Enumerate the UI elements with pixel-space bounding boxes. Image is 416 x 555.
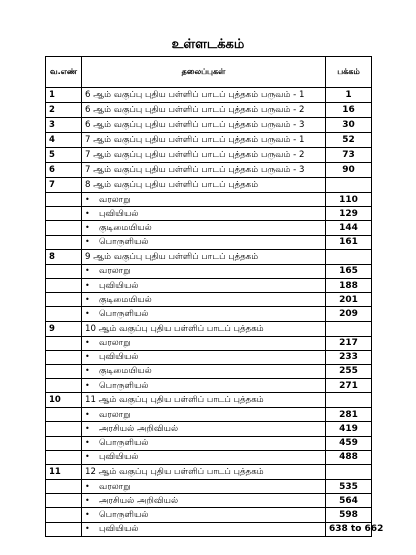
subtopic-cell	[82, 450, 326, 464]
subtopic-title: பொருளியல்	[99, 509, 149, 520]
subtopic-cell	[82, 408, 326, 422]
row-page-number: 129	[326, 207, 372, 221]
subtopic-cell	[82, 336, 326, 350]
bullet-icon: •	[85, 208, 90, 218]
bullet-icon: •	[85, 222, 90, 232]
subtopic-title: குடிமையியல்	[99, 294, 152, 305]
bullet-icon: •	[85, 452, 90, 462]
row-serial-number	[46, 307, 82, 321]
row-serial-number	[46, 221, 82, 235]
row-page-number	[326, 393, 372, 408]
header-serial-number: வ.எண்	[46, 57, 82, 88]
bullet-icon: •	[85, 352, 90, 362]
row-serial-number	[46, 480, 82, 494]
subtopic-title: பொருளியல்	[99, 380, 149, 391]
subtopic-title: வரலாறு	[99, 266, 131, 277]
row-page-number: 188	[326, 278, 372, 292]
bullet-icon: •	[85, 194, 90, 204]
table-body	[46, 88, 384, 537]
row-page-number: 201	[326, 293, 372, 307]
row-page-number: 459	[326, 436, 372, 450]
bullet-icon: •	[85, 424, 90, 434]
header-page: பக்கம்	[326, 57, 372, 88]
row-page-number: 161	[326, 235, 372, 249]
row-serial-number: 5	[46, 148, 82, 163]
subtopic-row	[46, 522, 372, 536]
subtopic-title: வரலாறு	[99, 481, 131, 492]
row-serial-number	[46, 235, 82, 249]
row-serial-number: 3	[46, 118, 82, 133]
row-serial-number	[46, 350, 82, 364]
bullet-icon: •	[85, 380, 90, 390]
subtopic-row	[46, 221, 372, 235]
row-page-number: 73	[326, 148, 372, 163]
row-page-number: 419	[326, 422, 372, 436]
subtopic-row	[46, 278, 372, 292]
row-page-number: 233	[326, 350, 372, 364]
subtopic-cell	[82, 293, 326, 307]
table-row	[46, 133, 372, 148]
subtopic-row	[46, 494, 372, 508]
row-serial-number: 7	[46, 178, 82, 193]
row-serial-number: 4	[46, 133, 82, 148]
subtopic-row	[46, 193, 372, 207]
subtopic-title: குடிமையியல்	[99, 366, 152, 377]
row-title-cell: 7 ஆம் வகுப்பு புதிய பள்ளிப் பாடப் புத்தகம் பருவம் - 3	[82, 163, 326, 178]
row-serial-number	[46, 364, 82, 378]
row-serial-number: 10	[46, 393, 82, 408]
subtopic-row	[46, 450, 372, 464]
bullet-icon: •	[85, 366, 90, 376]
subtopic-title: புவியியல்	[99, 524, 139, 535]
subtopic-cell	[82, 364, 326, 378]
row-page-number: 598	[326, 508, 372, 522]
row-serial-number	[46, 422, 82, 436]
table-row	[46, 249, 372, 264]
row-page-number: 488	[326, 450, 372, 464]
subtopic-title: வரலாறு	[99, 409, 131, 420]
row-serial-number	[46, 436, 82, 450]
bullet-icon: •	[85, 308, 90, 318]
row-serial-number	[46, 508, 82, 522]
subtopic-row	[46, 293, 372, 307]
row-serial-number: 1	[46, 88, 82, 103]
row-page-number: 1	[326, 88, 372, 103]
subtopic-cell	[82, 379, 326, 393]
table-header-row	[46, 57, 372, 88]
row-title-cell: 8 ஆம் வகுப்பு புதிய பள்ளிப் பாடப் புத்தகம்	[82, 178, 326, 193]
subtopic-title: புவியியல்	[99, 280, 139, 291]
row-page-number: 90	[326, 163, 372, 178]
subtopic-cell	[82, 436, 326, 450]
row-serial-number: 8	[46, 249, 82, 264]
row-page-number: 144	[326, 221, 372, 235]
subtopic-title: பொருளியல்	[99, 438, 149, 449]
bullet-icon: •	[85, 294, 90, 304]
row-page-number: 255	[326, 364, 372, 378]
subtopic-row	[46, 207, 372, 221]
subtopic-title: பொருளியல்	[99, 237, 149, 248]
subtopic-cell	[82, 422, 326, 436]
subtopic-row	[46, 422, 372, 436]
row-serial-number: 9	[46, 321, 82, 336]
subtopic-cell	[82, 264, 326, 278]
row-serial-number	[46, 379, 82, 393]
page-title: உள்ளடக்கம்	[171, 37, 245, 52]
row-page-number: 638 to 662	[326, 522, 372, 536]
subtopic-cell	[82, 207, 326, 221]
subtopic-cell	[82, 221, 326, 235]
row-serial-number: 11	[46, 465, 82, 480]
bullet-icon: •	[85, 438, 90, 448]
subtopic-title: அரசியல் அறிவியல்	[99, 424, 179, 435]
header-title: தலைப்புகள்	[82, 57, 326, 88]
row-serial-number	[46, 278, 82, 292]
row-page-number	[326, 321, 372, 336]
bullet-icon: •	[85, 338, 90, 348]
table-row	[46, 393, 372, 408]
subtopic-title: புவியியல்	[99, 452, 139, 463]
subtopic-title: வரலாறு	[99, 194, 131, 205]
row-title-cell: 7 ஆம் வகுப்பு புதிய பள்ளிப் பாடப் புத்தகம் பருவம் - 1	[82, 133, 326, 148]
subtopic-row	[46, 508, 372, 522]
subtopic-title: பொருளியல்	[99, 308, 149, 319]
row-page-number: 209	[326, 307, 372, 321]
subtopic-cell	[82, 350, 326, 364]
row-serial-number	[46, 336, 82, 350]
contents-table	[45, 56, 384, 537]
bullet-icon: •	[85, 509, 90, 519]
row-page-number: 52	[326, 133, 372, 148]
row-page-number	[326, 249, 372, 264]
subtopic-cell	[82, 480, 326, 494]
subtopic-row	[46, 379, 372, 393]
table-row	[46, 88, 372, 103]
row-title-cell: 7 ஆம் வகுப்பு புதிய பள்ளிப் பாடப் புத்தகம் பருவம் - 2	[82, 148, 326, 163]
row-title-cell: 6 ஆம் வகுப்பு புதிய பள்ளிப் பாடப் புத்தகம் பருவம் - 1	[82, 88, 326, 103]
row-page-number: 217	[326, 336, 372, 350]
row-serial-number	[46, 522, 82, 536]
row-page-number: 271	[326, 379, 372, 393]
row-serial-number	[46, 408, 82, 422]
subtopic-cell	[82, 522, 326, 536]
row-page-number	[326, 178, 372, 193]
table-row	[46, 118, 372, 133]
subtopic-row	[46, 264, 372, 278]
subtopic-title: குடிமையியல்	[99, 222, 152, 233]
subtopic-cell	[82, 235, 326, 249]
subtopic-cell	[82, 508, 326, 522]
row-page-number: 535	[326, 480, 372, 494]
row-serial-number	[46, 293, 82, 307]
row-serial-number	[46, 207, 82, 221]
row-title-cell: 12 ஆம் வகுப்பு புதிய பள்ளிப் பாடப் புத்தகம்	[82, 465, 326, 480]
bullet-icon: •	[85, 495, 90, 505]
subtopic-title: வரலாறு	[99, 338, 131, 349]
row-serial-number	[46, 193, 82, 207]
row-serial-number: 6	[46, 163, 82, 178]
subtopic-row	[46, 336, 372, 350]
subtopic-cell	[82, 193, 326, 207]
subtopic-row	[46, 436, 372, 450]
row-serial-number	[46, 264, 82, 278]
subtopic-title: புவியியல்	[99, 208, 139, 219]
row-page-number: 110	[326, 193, 372, 207]
row-serial-number	[46, 450, 82, 464]
subtopic-row	[46, 364, 372, 378]
row-page-number: 30	[326, 118, 372, 133]
row-serial-number	[46, 494, 82, 508]
subtopic-title: அரசியல் அறிவியல்	[99, 495, 179, 506]
subtopic-cell	[82, 307, 326, 321]
bullet-icon: •	[85, 481, 90, 491]
bullet-icon: •	[85, 237, 90, 247]
table-row	[46, 163, 372, 178]
table-row	[46, 178, 372, 193]
row-title-cell: 10 ஆம் வகுப்பு புதிய பள்ளிப் பாடப் புத்தகம்	[82, 321, 326, 336]
row-serial-number: 2	[46, 103, 82, 118]
subtopic-row	[46, 307, 372, 321]
bullet-icon: •	[85, 266, 90, 276]
row-page-number: 281	[326, 408, 372, 422]
table-row	[46, 465, 372, 480]
table-row	[46, 148, 372, 163]
table-row	[46, 103, 372, 118]
subtopic-row	[46, 350, 372, 364]
row-title-cell: 6 ஆம் வகுப்பு புதிய பள்ளிப் பாடப் புத்தகம் பருவம் - 2	[82, 103, 326, 118]
row-title-cell: 11 ஆம் வகுப்பு புதிய பள்ளிப் பாடப் புத்தகம்	[82, 393, 326, 408]
row-title-cell: 9 ஆம் வகுப்பு புதிய பள்ளிப் பாடப் புத்தகம்	[82, 249, 326, 264]
row-page-number: 16	[326, 103, 372, 118]
subtopic-cell	[82, 494, 326, 508]
subtopic-row	[46, 480, 372, 494]
row-page-number: 564	[326, 494, 372, 508]
bullet-icon: •	[85, 524, 90, 534]
row-page-number	[326, 465, 372, 480]
table-row	[46, 321, 372, 336]
subtopic-row	[46, 235, 372, 249]
bullet-icon: •	[85, 280, 90, 290]
subtopic-title: புவியியல்	[99, 352, 139, 363]
bullet-icon: •	[85, 409, 90, 419]
subtopic-cell	[82, 278, 326, 292]
subtopic-row	[46, 408, 372, 422]
row-title-cell: 6 ஆம் வகுப்பு புதிய பள்ளிப் பாடப் புத்தகம் பருவம் - 3	[82, 118, 326, 133]
row-page-number: 165	[326, 264, 372, 278]
